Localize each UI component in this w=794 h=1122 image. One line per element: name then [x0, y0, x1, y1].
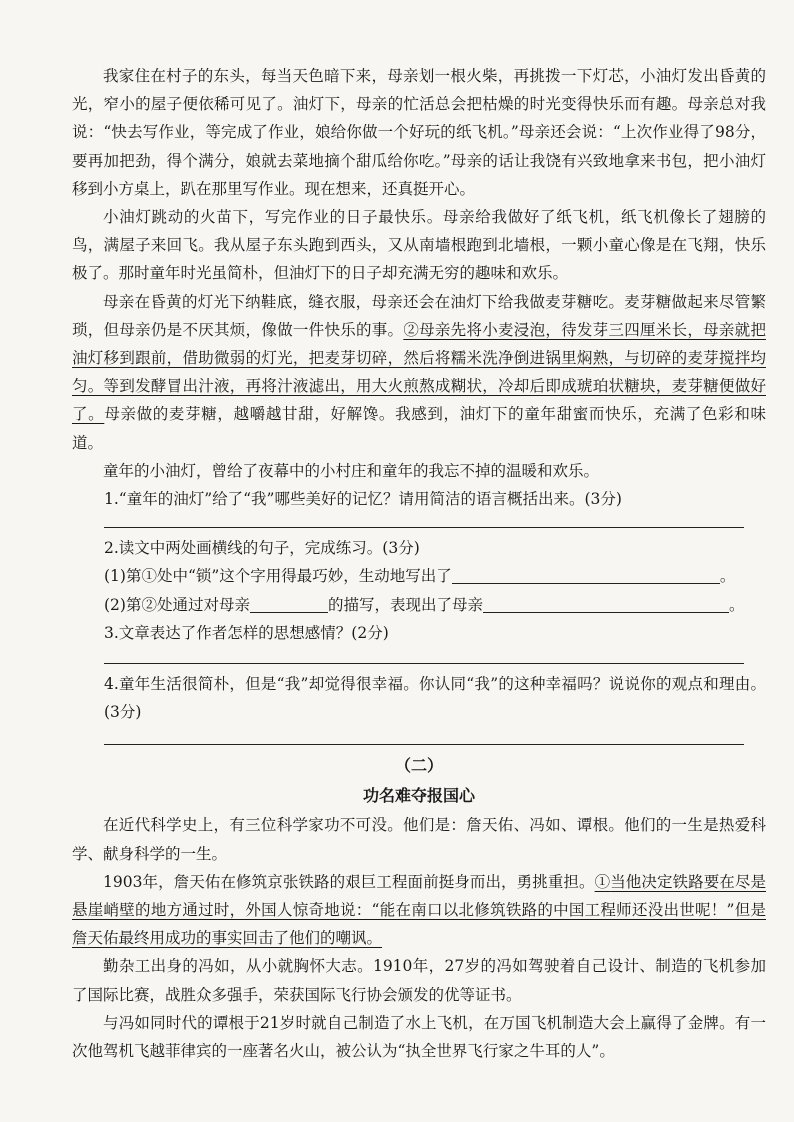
- answer-line-q4[interactable]: [104, 744, 744, 745]
- passage2-paragraph-2: [72, 868, 766, 953]
- passage1-paragraph-3: [72, 288, 766, 457]
- passage2-paragraph-2-lead: 1903年，詹天佑在修筑京张铁路的艰巨工程面前挺身而出，勇挑重担。: [103, 872, 595, 891]
- question-4: 4.童年生活很简朴，但是“我”却觉得很幸福。你认同“我”的这种幸福吗？说说你的观点和理由。(3分): [104, 675, 766, 722]
- question-2-2-text-a: (2)第②处通过对母亲: [104, 595, 250, 614]
- question-2-2: [72, 591, 766, 619]
- paragraph-3-lead: 母亲在昏黄的灯光下纳鞋底，缝衣服，母亲还会在油灯下给我做麦芽糖吃。麦芽糖做起来尽管繁琐，但母亲仍是不厌其烦，像做一件快乐的事。: [72, 292, 766, 339]
- question-2-2-text-b: 的描写，表现出了母亲: [327, 595, 483, 614]
- passage2-paragraph-4: 与冯如同时代的谭根于21岁时就自己制造了水上飞机，在万国飞机制造大会上赢得了金牌。有一次他驾机飞越菲律宾的一座著名火山，被公认为“执全世界飞行家之牛耳的人”。: [72, 1013, 766, 1061]
- passage2-paragraph-3: 勤杂工出身的冯如，从小就胸怀大志。1910年，27岁的冯如驾驶着自己设计、制造的飞机参加了国际比赛，战胜众多强手，荣获国际飞行协会颁发的优等证书。: [72, 957, 766, 1004]
- marker-2: ②: [403, 320, 420, 339]
- question-2: 2.读文中两处画横线的句子，完成练习。(3分): [104, 539, 420, 558]
- blank-q2-1[interactable]: [452, 565, 720, 584]
- question-2-1: [72, 562, 766, 590]
- underlined-sentence-2-text: 母亲先将小麦浸泡，待发芽三四厘米长，母亲就把油灯移到跟前，借助微弱的灯光，把麦芽切碎，然后将糯米洗净倒进锅里焖熟，与切碎的麦芽搅拌均匀。等到发酵冒出汁液，再将汁液滤出，用大火煎熬成糊状，冷却后即成琥珀状糖块，麦芽糖便做好了。: [72, 320, 766, 424]
- question-2-2-period: 。: [728, 595, 745, 614]
- blank-q2-2a[interactable]: [250, 594, 328, 613]
- paragraph-3-tail: 母亲做的麦芽糖，越嚼越甘甜，好解馋。我感到，油灯下的童年甜蜜而快乐，充满了色彩和味道。: [72, 405, 766, 452]
- answer-line-q1[interactable]: [104, 527, 744, 528]
- section-2-title: 功名难夺报国心: [362, 786, 475, 806]
- answer-line-q3[interactable]: [104, 663, 744, 664]
- question-1: 1.“童年的油灯”给了“我”哪些美好的记忆？请用简洁的语言概括出来。(3分): [104, 490, 622, 509]
- section-2-heading: （二）: [394, 756, 443, 776]
- question-2-1-period: 。: [719, 567, 736, 586]
- blank-q2-2b[interactable]: [483, 594, 729, 613]
- question-3: 3.文章表达了作者怎样的思想感情？(2分): [104, 623, 389, 642]
- passage1-paragraph-2: 小油灯跳动的火苗下，写完作业的日子最快乐。母亲给我做好了纸飞机，纸飞机像长了翅膀的鸟，满屋子来回飞。我从屋子东头跑到西头，又从南墙根跑到北墙根，一颗小童心像是在飞翔，快乐极了。那时童年时光虽简朴，但油灯下的日子却充满无穷的趣味和欢乐。: [72, 208, 766, 283]
- passage1-paragraph-1: 我家住在村子的东头，每当天色暗下来，母亲划一根火柴，再挑拨一下灯芯，小油灯发出昏黄的光，窄小的屋子便依稀可见了。油灯下，母亲的忙活总会把枯燥的时光变得快乐而有趣。母亲总对我说：“快去写作业，等完成了作业，娘给你做一个好玩的纸飞机。”母亲还会说：“上次作业得了98分，要再加把劲，得个满分，娘就去菜地摘个甜瓜给你吃。”母亲的话让我饶有兴致地拿来书包，把小油灯移到小方桌上，趴在那里写作业。现在想来，还真挺开心。: [72, 67, 766, 198]
- underlined-sentence-1-text: 当他决定铁路要在尽是悬崖峭壁的地方通过时，外国人惊奇地说：“能在南口以北修筑铁路的中国工程师还没出世呢！”但是詹天佑最终用成功的事实回击了他们的嘲讽。: [72, 872, 766, 948]
- question-2-1-text: (1)第①处中“锁”这个字用得最巧妙，生动地写出了: [104, 567, 452, 586]
- passage1-paragraph-4: 童年的小油灯，曾给了夜幕中的小村庄和童年的我忘不掉的温暖和欢乐。: [103, 461, 600, 480]
- passage2-paragraph-1: 在近代科学史上，有三位科学家功不可没。他们是：詹天佑、冯如、谭根。他们的一生是热爱科学、献身科学的一生。: [72, 816, 766, 863]
- marker-1: ①: [594, 872, 611, 891]
